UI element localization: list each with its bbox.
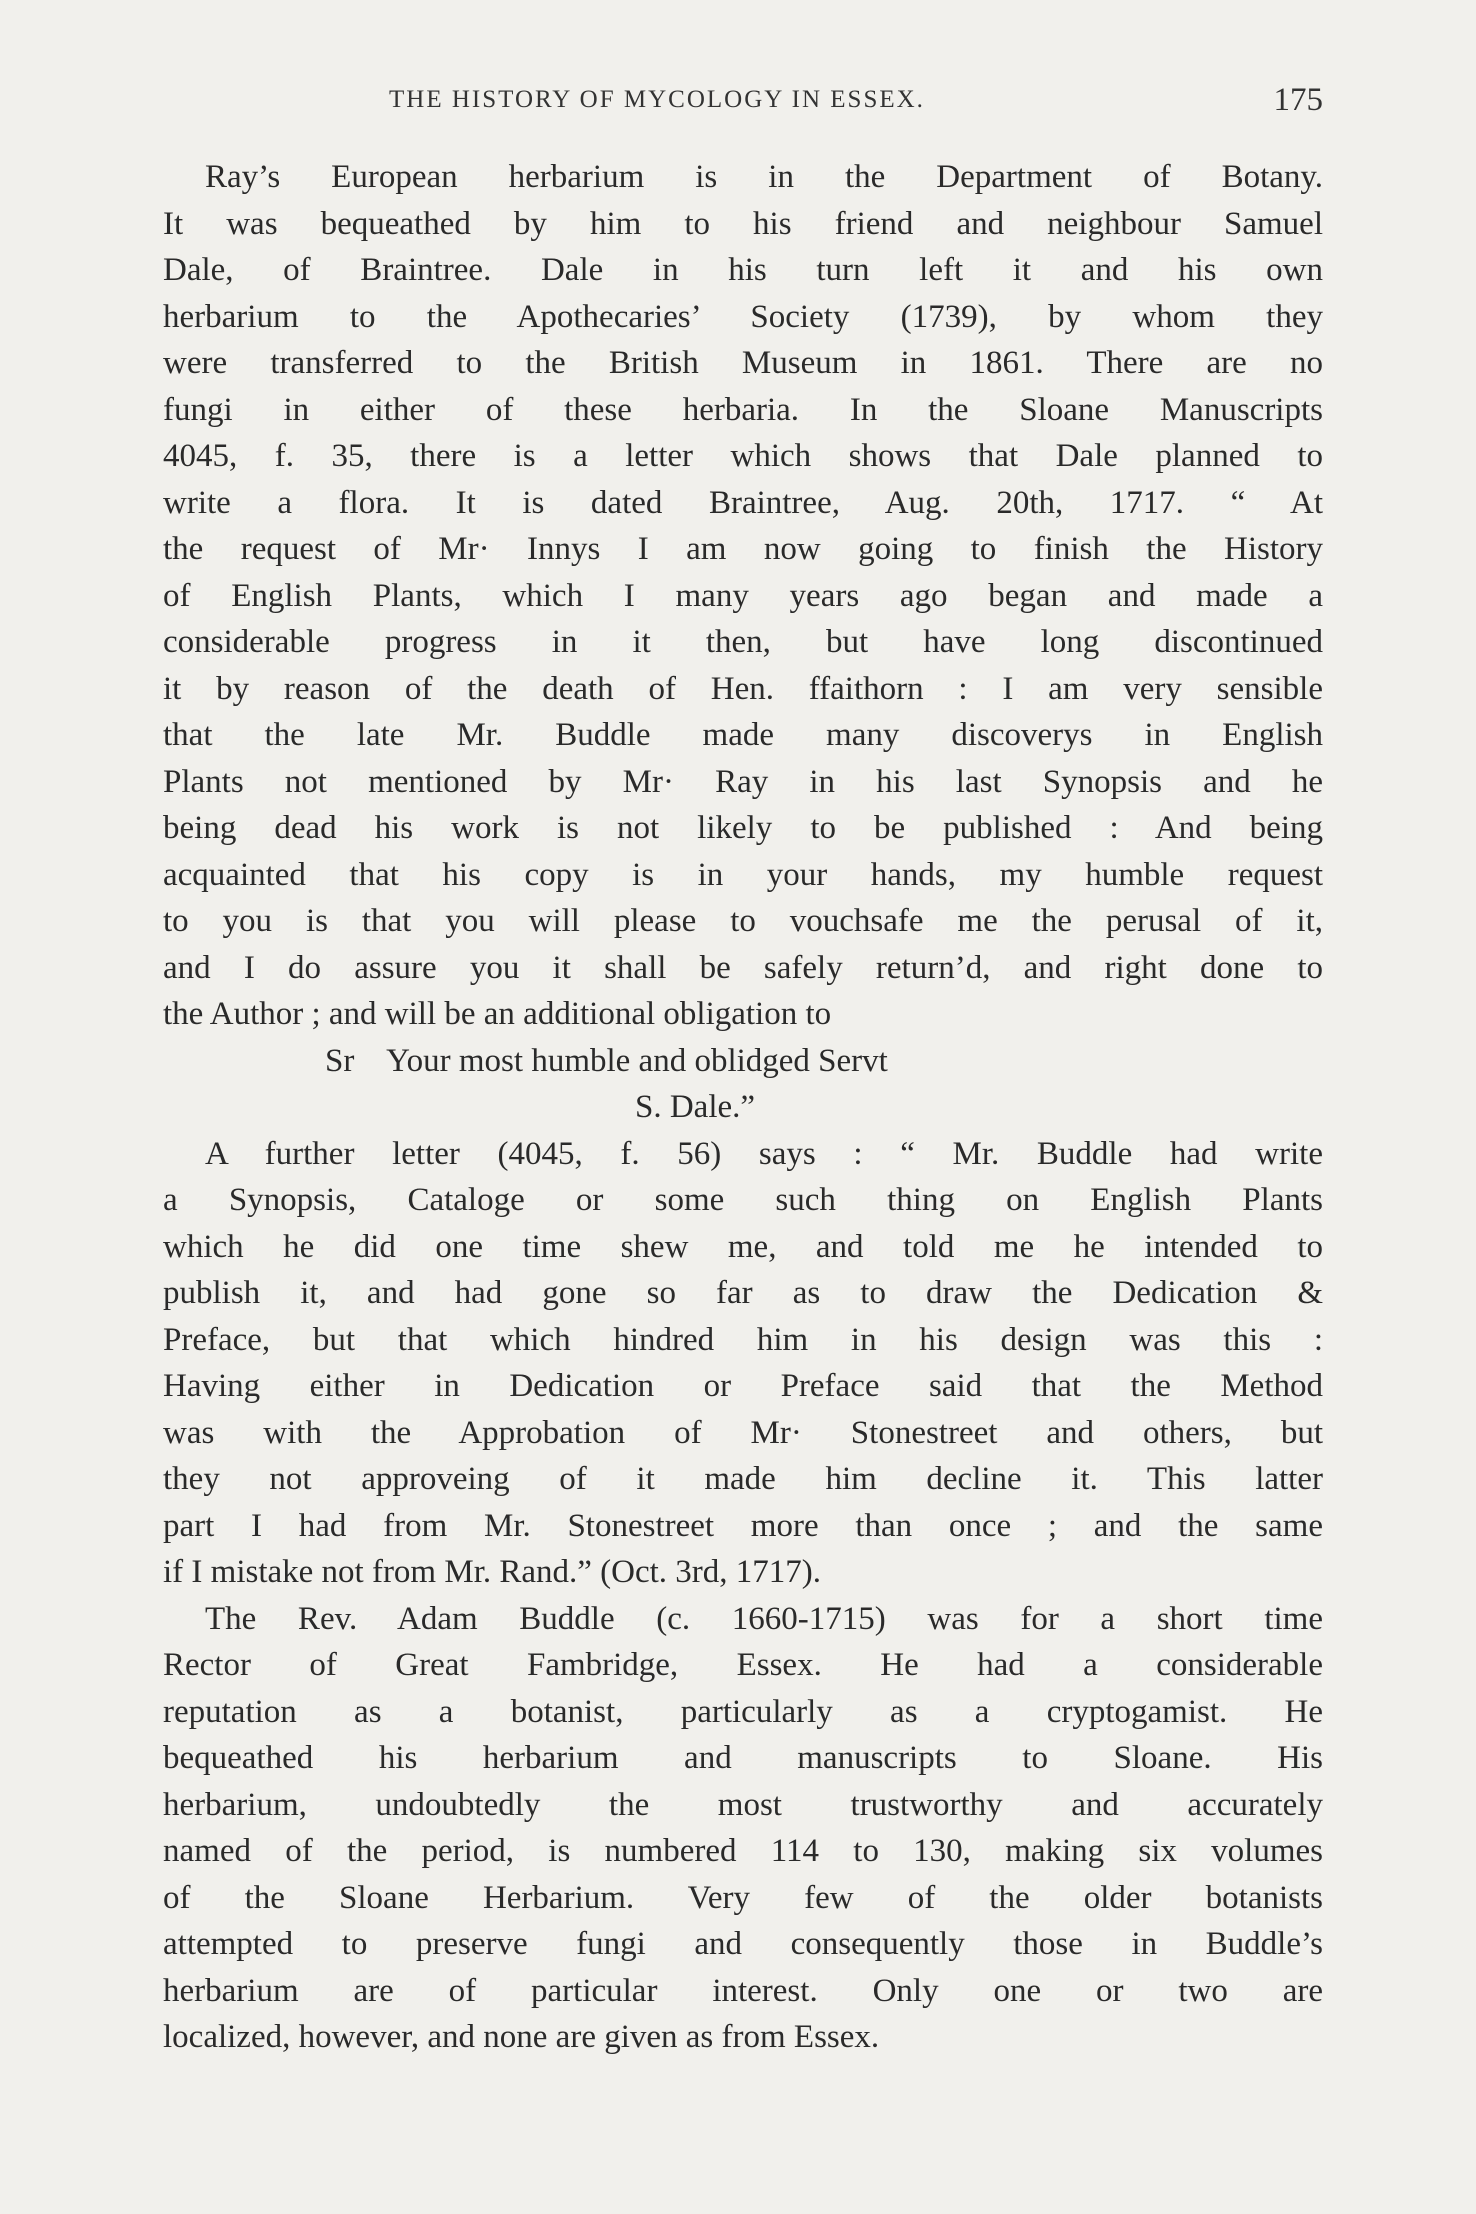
paragraph-1-line: fungi in either of these herbaria. In the Sloane Manuscripts xyxy=(163,391,1323,428)
paragraph-3-line: localized, however, and none are given as from Essex. xyxy=(163,2019,880,2055)
letter-quote-line: and I do assure you it shall be safely return’d, and right done to xyxy=(163,949,1323,986)
letter-closing: Sr Your most humble and oblidged Servt xyxy=(325,1042,888,1079)
paragraph-3-line: herbarium are of particular interest. Only one or two are xyxy=(163,1972,1323,2009)
paragraph-2-line: publish it, and had gone so far as to draw the Dedication & xyxy=(163,1275,1323,1311)
page-number: 175 xyxy=(1273,82,1323,118)
paragraph-2-line: they not approveing of it made him decline it. This latter xyxy=(163,1461,1323,1497)
paragraph-2-line: Preface, but that which hindred him in his design was this : xyxy=(163,1321,1323,1358)
paragraph-2-line: was with the Approbation of Mr· Stonestreet and others, but xyxy=(163,1414,1323,1451)
paragraph-3-line: Rector of Great Fambridge, Essex. He had a considerable xyxy=(163,1647,1323,1683)
paragraph-3-line: named of the period, is numbered 114 to 130, making six volumes xyxy=(163,1833,1323,1869)
letter-quote-line: of English Plants, which I many years ago began and made a xyxy=(163,577,1323,614)
paragraph-1-line: Dale, of Braintree. Dale in his turn left it and his own xyxy=(163,252,1323,288)
paragraph-2-line: which he did one time shew me, and told me he intended to xyxy=(163,1228,1323,1265)
running-head xyxy=(163,82,1323,122)
paragraph-1-line: Ray’s European herbarium is in the Department of Botany. xyxy=(205,159,1323,195)
running-title: THE HISTORY OF MYCOLOGY IN ESSEX. xyxy=(389,86,925,113)
paragraph-2-line: if I mistake not from Mr. Rand.” (Oct. 3rd, 1717). xyxy=(163,1554,822,1590)
paragraph-1-line: were transferred to the British Museum in 1861. There are no xyxy=(163,345,1323,381)
letter-quote-line: the request of Mr· Innys I am now going to finish the History xyxy=(163,531,1323,567)
paragraph-3-line: attempted to preserve fungi and consequently those in Buddle’s xyxy=(163,1926,1323,1962)
body-text xyxy=(163,154,1323,2061)
letter-quote-line: to you is that you will please to vouchsafe me the perusal of it, xyxy=(163,903,1323,939)
letter-signature: S. Dale.” xyxy=(635,1089,756,1125)
paragraph-1-line: herbarium to the Apothecaries’ Society (1739), by whom they xyxy=(163,298,1323,335)
paragraph-2-line: a Synopsis, Cataloge or some such thing on English Plants xyxy=(163,1182,1323,1218)
paragraph-1-line: It was bequeathed by him to his friend and neighbour Samuel xyxy=(163,205,1323,242)
letter-quote-line: the Author ; and will be an additional obligation to xyxy=(163,996,832,1032)
paragraph-2-line: Having either in Dedication or Preface said that the Method xyxy=(163,1368,1323,1404)
paragraph-3-line: of the Sloane Herbarium. Very few of the older botanists xyxy=(163,1879,1323,1916)
letter-quote-line: being dead his work is not likely to be published : And being xyxy=(163,810,1323,846)
paragraph-2-line: part I had from Mr. Stonestreet more than once ; and the same xyxy=(163,1507,1323,1544)
letter-quote-line: acquainted that his copy is in your hands, my humble request xyxy=(163,856,1323,893)
paragraph-3-line: bequeathed his herbarium and manuscripts to Sloane. His xyxy=(163,1740,1323,1776)
letter-quote-line: that the late Mr. Buddle made many discoverys in English xyxy=(163,717,1323,753)
paragraph-3-line: reputation as a botanist, particularly as a cryptogamist. He xyxy=(163,1693,1323,1730)
paragraph-2-line: A further letter (4045, f. 56) says : “ Mr. Buddle had write xyxy=(205,1135,1323,1172)
paragraph-3-line: herbarium, undoubtedly the most trustworthy and accurately xyxy=(163,1786,1323,1823)
letter-quote-line: it by reason of the death of Hen. ffaithorn : I am very sensible xyxy=(163,670,1323,707)
paragraph-1-line: 4045, f. 35, there is a letter which shows that Dale planned to xyxy=(163,438,1323,474)
paragraph-3-line: The Rev. Adam Buddle (c. 1660-1715) was for a short time xyxy=(205,1600,1323,1637)
letter-quote-line: considerable progress in it then, but have long discontinued xyxy=(163,624,1323,660)
letter-quote-line: Plants not mentioned by Mr· Ray in his last Synopsis and he xyxy=(163,763,1323,800)
paragraph-1-line: write a flora. It is dated Braintree, Aug. 20th, 1717. “ At xyxy=(163,484,1323,521)
